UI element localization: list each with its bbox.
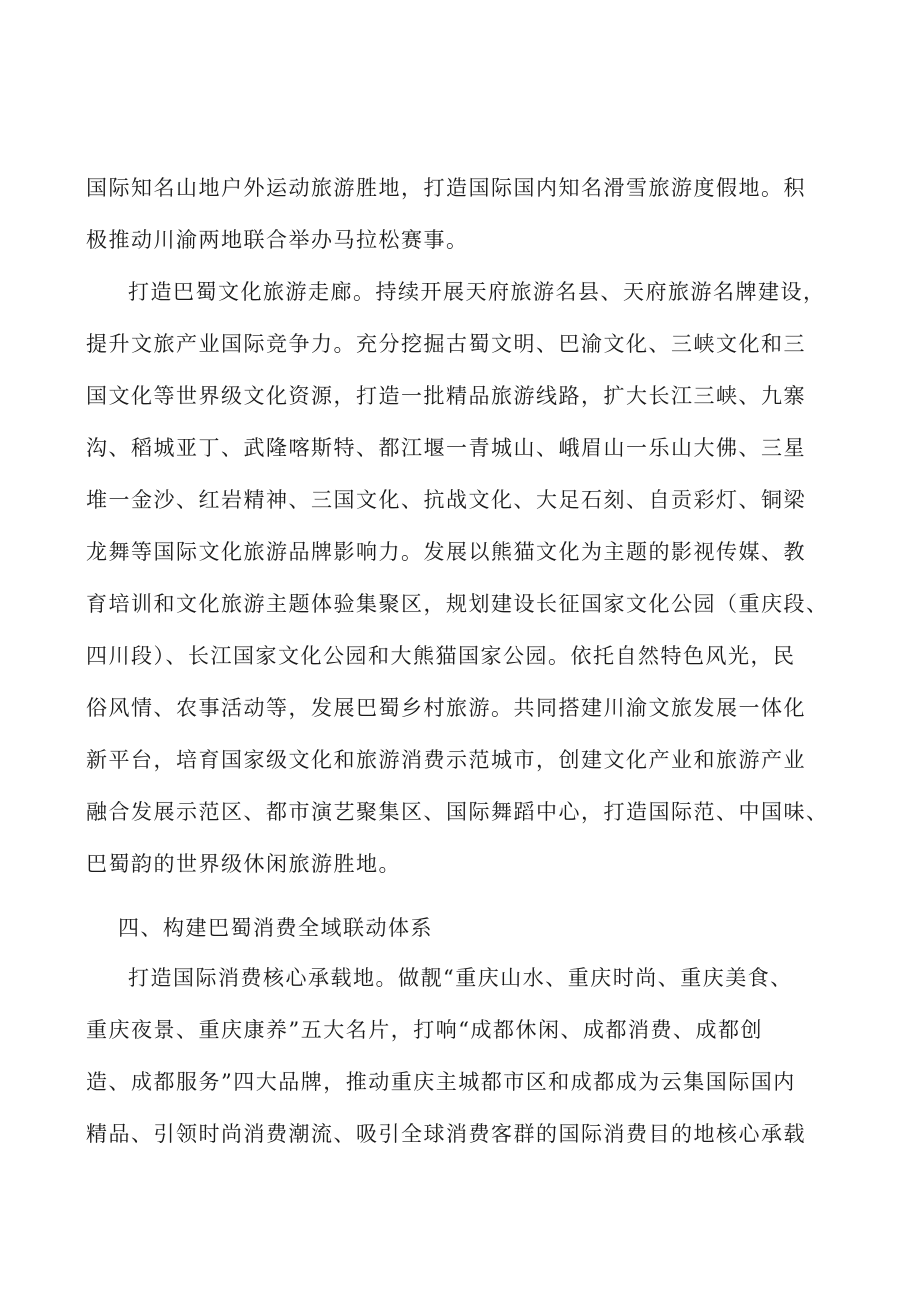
text-line: 精品、引领时尚消费潮流、吸引全球消费客群的国际消费目的地核心承载 <box>86 1122 806 1146</box>
text-line: 打造巴蜀文化旅游走廊。持续开展天府旅游名县、天府旅游名牌建设， <box>128 280 826 304</box>
text-line: 造、成都服务”四大品牌，推动重庆主城都市区和成都成为云集国际国内 <box>86 1070 796 1094</box>
text-line: 沟、稻城亚丁、武隆喀斯特、都江堰一青城山、峨眉山一乐山大佛、三星 <box>86 436 806 460</box>
text-line: 巴蜀韵的世界级休闲旅游胜地。 <box>86 852 401 876</box>
section-heading: 四、构建巴蜀消费全域联动体系 <box>118 916 433 940</box>
text-line: 新平台，培育国家级文化和旅游消费示范城市，创建文化产业和旅游产业 <box>86 748 806 772</box>
text-line: 龙舞等国际文化旅游品牌影响力。发展以熊猫文化为主题的影视传媒、教 <box>86 540 806 564</box>
text-line: 打造国际消费核心承载地。做靓“重庆山水、重庆时尚、重庆美食、 <box>128 966 793 990</box>
text-line: 国际知名山地户外运动旅游胜地，打造国际国内知名滑雪旅游度假地。积 <box>86 176 806 200</box>
text-line: 育培训和文化旅游主题体验集聚区，规划建设长征国家文化公园（重庆段、 <box>86 592 829 616</box>
text-line: 俗风情、农事活动等，发展巴蜀乡村旅游。共同搭建川渝文旅发展一体化 <box>86 696 806 720</box>
text-line: 重庆夜景、重庆康养”五大名片，打响“成都休闲、成都消费、成都创 <box>86 1018 763 1042</box>
text-line: 提升文旅产业国际竞争力。充分挖掘古蜀文明、巴渝文化、三峡文化和三 <box>86 332 806 356</box>
text-line: 极推动川渝两地联合举办马拉松赛事。 <box>86 228 469 252</box>
text-line: 融合发展示范区、都市演艺聚集区、国际舞蹈中心，打造国际范、中国味、 <box>86 800 829 824</box>
text-line: 国文化等世界级文化资源，打造一批精品旅游线路，扩大长江三峡、九寨 <box>86 384 806 408</box>
text-line: 四川段）、长江国家文化公园和大熊猫国家公园。依托自然特色风光，民 <box>86 644 796 668</box>
text-line: 堆一金沙、红岩精神、三国文化、抗战文化、大足石刻、自贡彩灯、铜梁 <box>86 488 806 512</box>
